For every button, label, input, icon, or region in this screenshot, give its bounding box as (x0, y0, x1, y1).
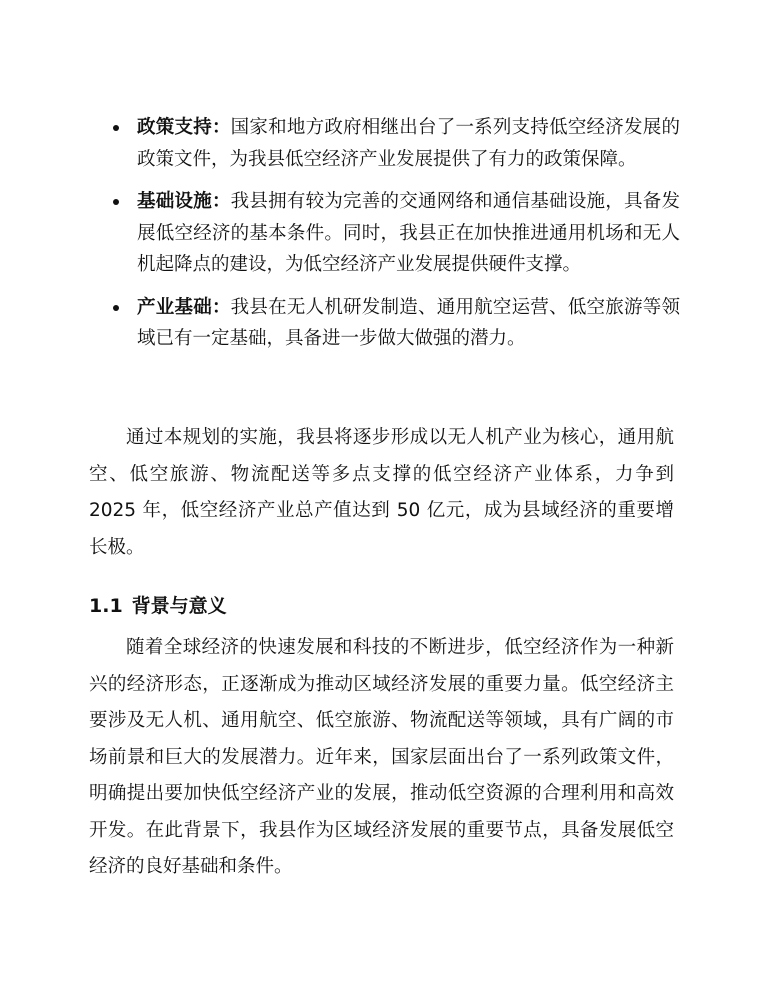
bullet-term: 基础设施 (137, 191, 212, 212)
bullet-dot-icon (113, 305, 119, 311)
bullet-infrastructure (110, 186, 680, 281)
advantage-bullet-list (110, 112, 680, 366)
bullet-text: 国家和地方政府相继出台了一系列支持低空经济发展的政策文件，为我县低空经济产业发展提供了有力的政策保障。 (137, 117, 680, 170)
section-heading (89, 592, 227, 620)
bullet-dot-icon (113, 199, 119, 205)
bullet-term: 政策支持 (137, 117, 212, 138)
summary-paragraph: 通过本规划的实施，我县将逐步形成以无人机产业为核心，通用航空、低空旅游、物流配送等多点支撑的低空经济产业体系，力争到 2025 年，低空经济产业总产值达到 50 亿元，成为县域经济的重要增长极。 (89, 427, 674, 558)
section-title: 背景与意义 (131, 595, 227, 617)
bullet-term-separator: ： (211, 117, 231, 138)
bullet-dot-icon (113, 125, 119, 131)
bullet-policy-support (110, 112, 680, 175)
bullet-term-separator: ： (211, 296, 231, 318)
background-paragraph: 随着全球经济的快速发展和科技的不断进步，低空经济作为一种新兴的经济形态，正逐渐成为推动区域经济发展的重要力量。低空经济主要涉及无人机、通用航空、低空旅游、物流配送等领域，具有广阔的市场前景和巨大的发展潜力。近年来，国家层面出台了一系列政策文件，明确提出要加快低空经济产业的发展，推动低空资源的合理利用和高效开发。在此背景下，我县作为区域经济发展的重要节点，具备发展低空经济的良好基础和条件。 (89, 637, 674, 877)
section-number: 1.1 (89, 595, 123, 617)
bullet-industry-base (110, 292, 680, 355)
bullet-text: 我县在无人机研发制造、通用航空运营、低空旅游等领域已有一定基础，具备进一步做大做强的潜力。 (137, 296, 680, 349)
bullet-term-separator: ： (211, 191, 231, 212)
bullet-term: 产业基础 (137, 296, 212, 318)
bullet-text: 我县拥有较为完善的交通网络和通信基础设施，具备发展低空经济的基本条件。同时，我县正在加快推进通用机场和无人机起降点的建设，为低空经济产业发展提供硬件支撑。 (137, 191, 680, 275)
